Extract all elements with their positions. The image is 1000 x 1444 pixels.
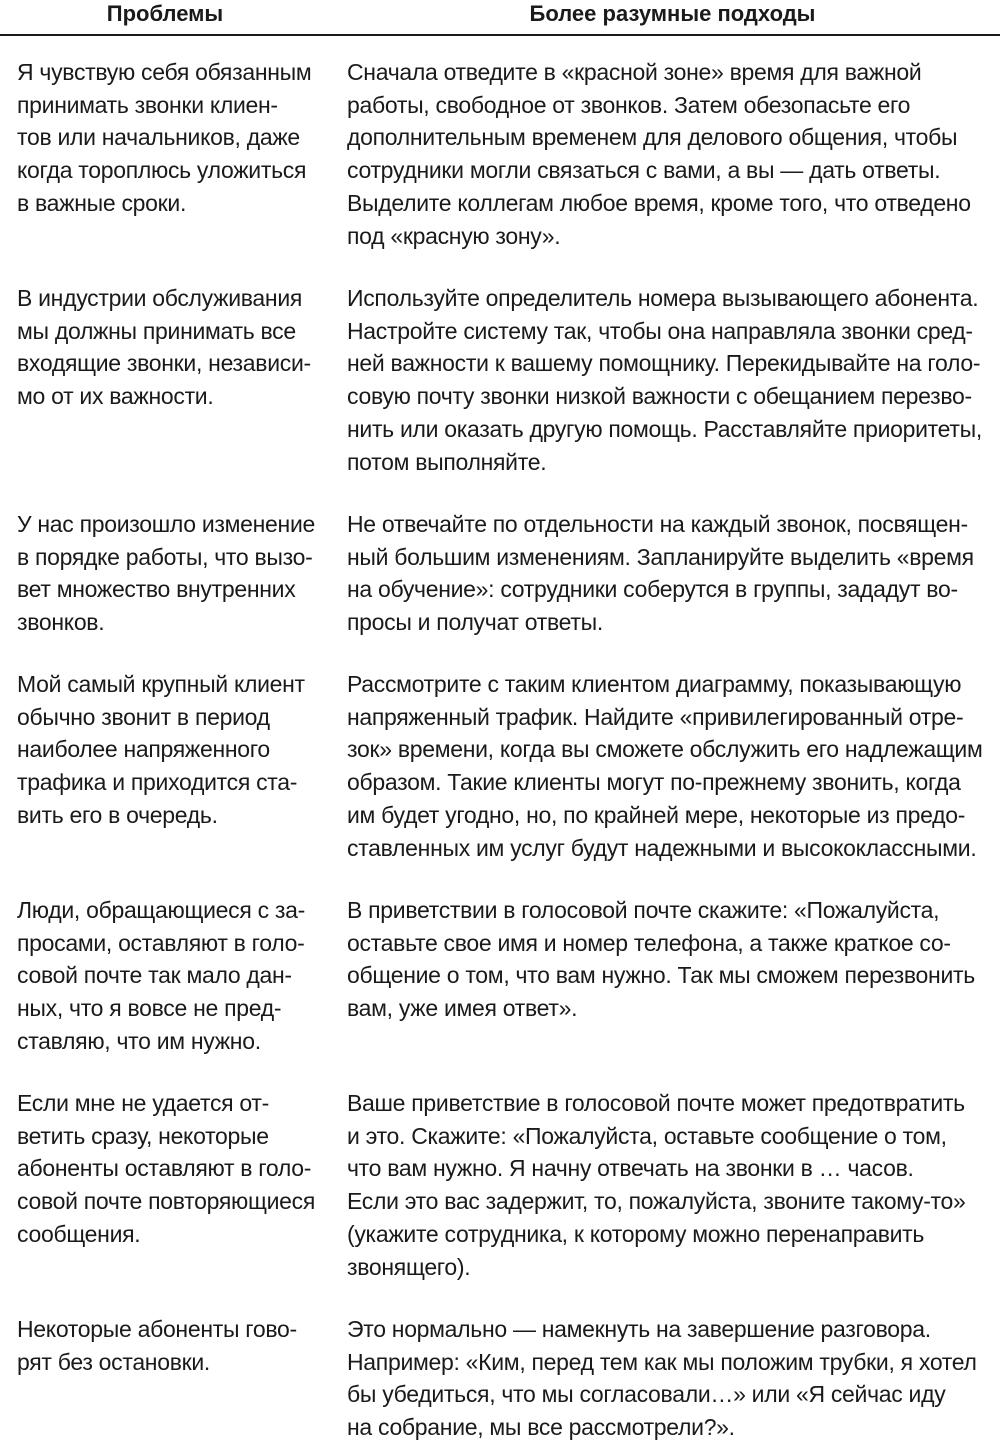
solution-cell: Рассмотрите с таким клиентом диаграмму, показывающую напряженный трафик. Найдите «привилегированный отре- зок» времени, когда вы сможете обслужить его надлежащим образом. Такие клиенты могут по-прежнему звонить, когда им будет угодно, но, по крайней мере, некоторые из предо- ставленных им услуг будут надежными и высококлассными. [347, 671, 983, 861]
solution-cell: В приветствии в голосовой почте скажите: «Пожалуйста, оставьте свое имя и номер телефона, а также краткое со- общение о том, что вам нужно. Так мы сможем перезвонить вам, уже имея ответ». [347, 897, 975, 1022]
problem-cell: Мой самый крупный клиент обычно звонит в период наиболее напряженного трафика и приходится ста- вить его в очередь. [17, 671, 305, 828]
problem-cell: Люди, обращающиеся с за- просами, оставляют в голо- совой почте так мало дан- ных, что я вовсе не пред- ставляю, что им нужно. [17, 897, 305, 1054]
header-solutions: Более разумные подходы [529, 1, 816, 26]
problem-cell: Если мне не удается от- ветить сразу, некоторые абоненты оставляют в голо- совой почте повторяющиеся сообщения. [17, 1090, 316, 1247]
solution-cell: Используйте определитель номера вызывающего абонента. Настройте систему так, чтобы она направляла звонки сред- ней важности к вашему помощнику. Перекидывайте на голо- совую почту звонки низкой важности с обещанием перезво- нить или оказать другую помощь. Расставляйте приоритеты, потом выполняйте. [347, 285, 982, 475]
header-problems: Проблемы [106, 1, 224, 26]
solution-cell: Сначала отведите в «красной зоне» время для важной работы, свободное от звонков. Затем обезопасьте его дополнительным временем для делового общения, чтобы сотрудники могли связаться с вами, а вы — дать ответы. Выделите коллегам любое время, кроме того, что отведено под «красную зону». [347, 59, 971, 249]
table-header [0, 0, 1000, 36]
problem-cell: Некоторые абоненты гово- рят без остановки. [17, 1316, 297, 1375]
problem-cell: В индустрии обслуживания мы должны принимать все входящие звонки, независи- мо от их важности. [17, 285, 311, 410]
solution-cell: Это нормально — намекнуть на завершение разговора. Например: «Ким, перед тем как мы положим трубки, я хотел бы убедиться, что мы согласовали…» или «Я сейчас иду на собрание, мы все рассмотрели?». [347, 1316, 977, 1441]
solution-cell: Не отвечайте по отдельности на каждый звонок, посвящен- ный большим изменениям. Запланируйте выделить «время на обучение»: сотрудники соберутся в группы, зададут во- просы и получат ответы. [347, 511, 974, 636]
solution-cell: Ваше приветствие в голосовой почте может предотвратить и это. Скажите: «Пожалуйста, оставьте сообщение о том, что вам нужно. Я начну отвечать на звонки в … часов. Если это вас задержит, то, пожалуйста, звоните такому-то» (укажите сотрудника, к которому можно перенаправить звонящего). [347, 1090, 966, 1280]
problem-cell: Я чувствую себя обязанным принимать звонки клиен- тов или начальников, даже когда тороплюсь уложиться в важные сроки. [17, 59, 312, 216]
problem-cell: У нас произошло изменение в порядке работы, что вызо- вет множество внутренних звонков. [17, 511, 315, 636]
